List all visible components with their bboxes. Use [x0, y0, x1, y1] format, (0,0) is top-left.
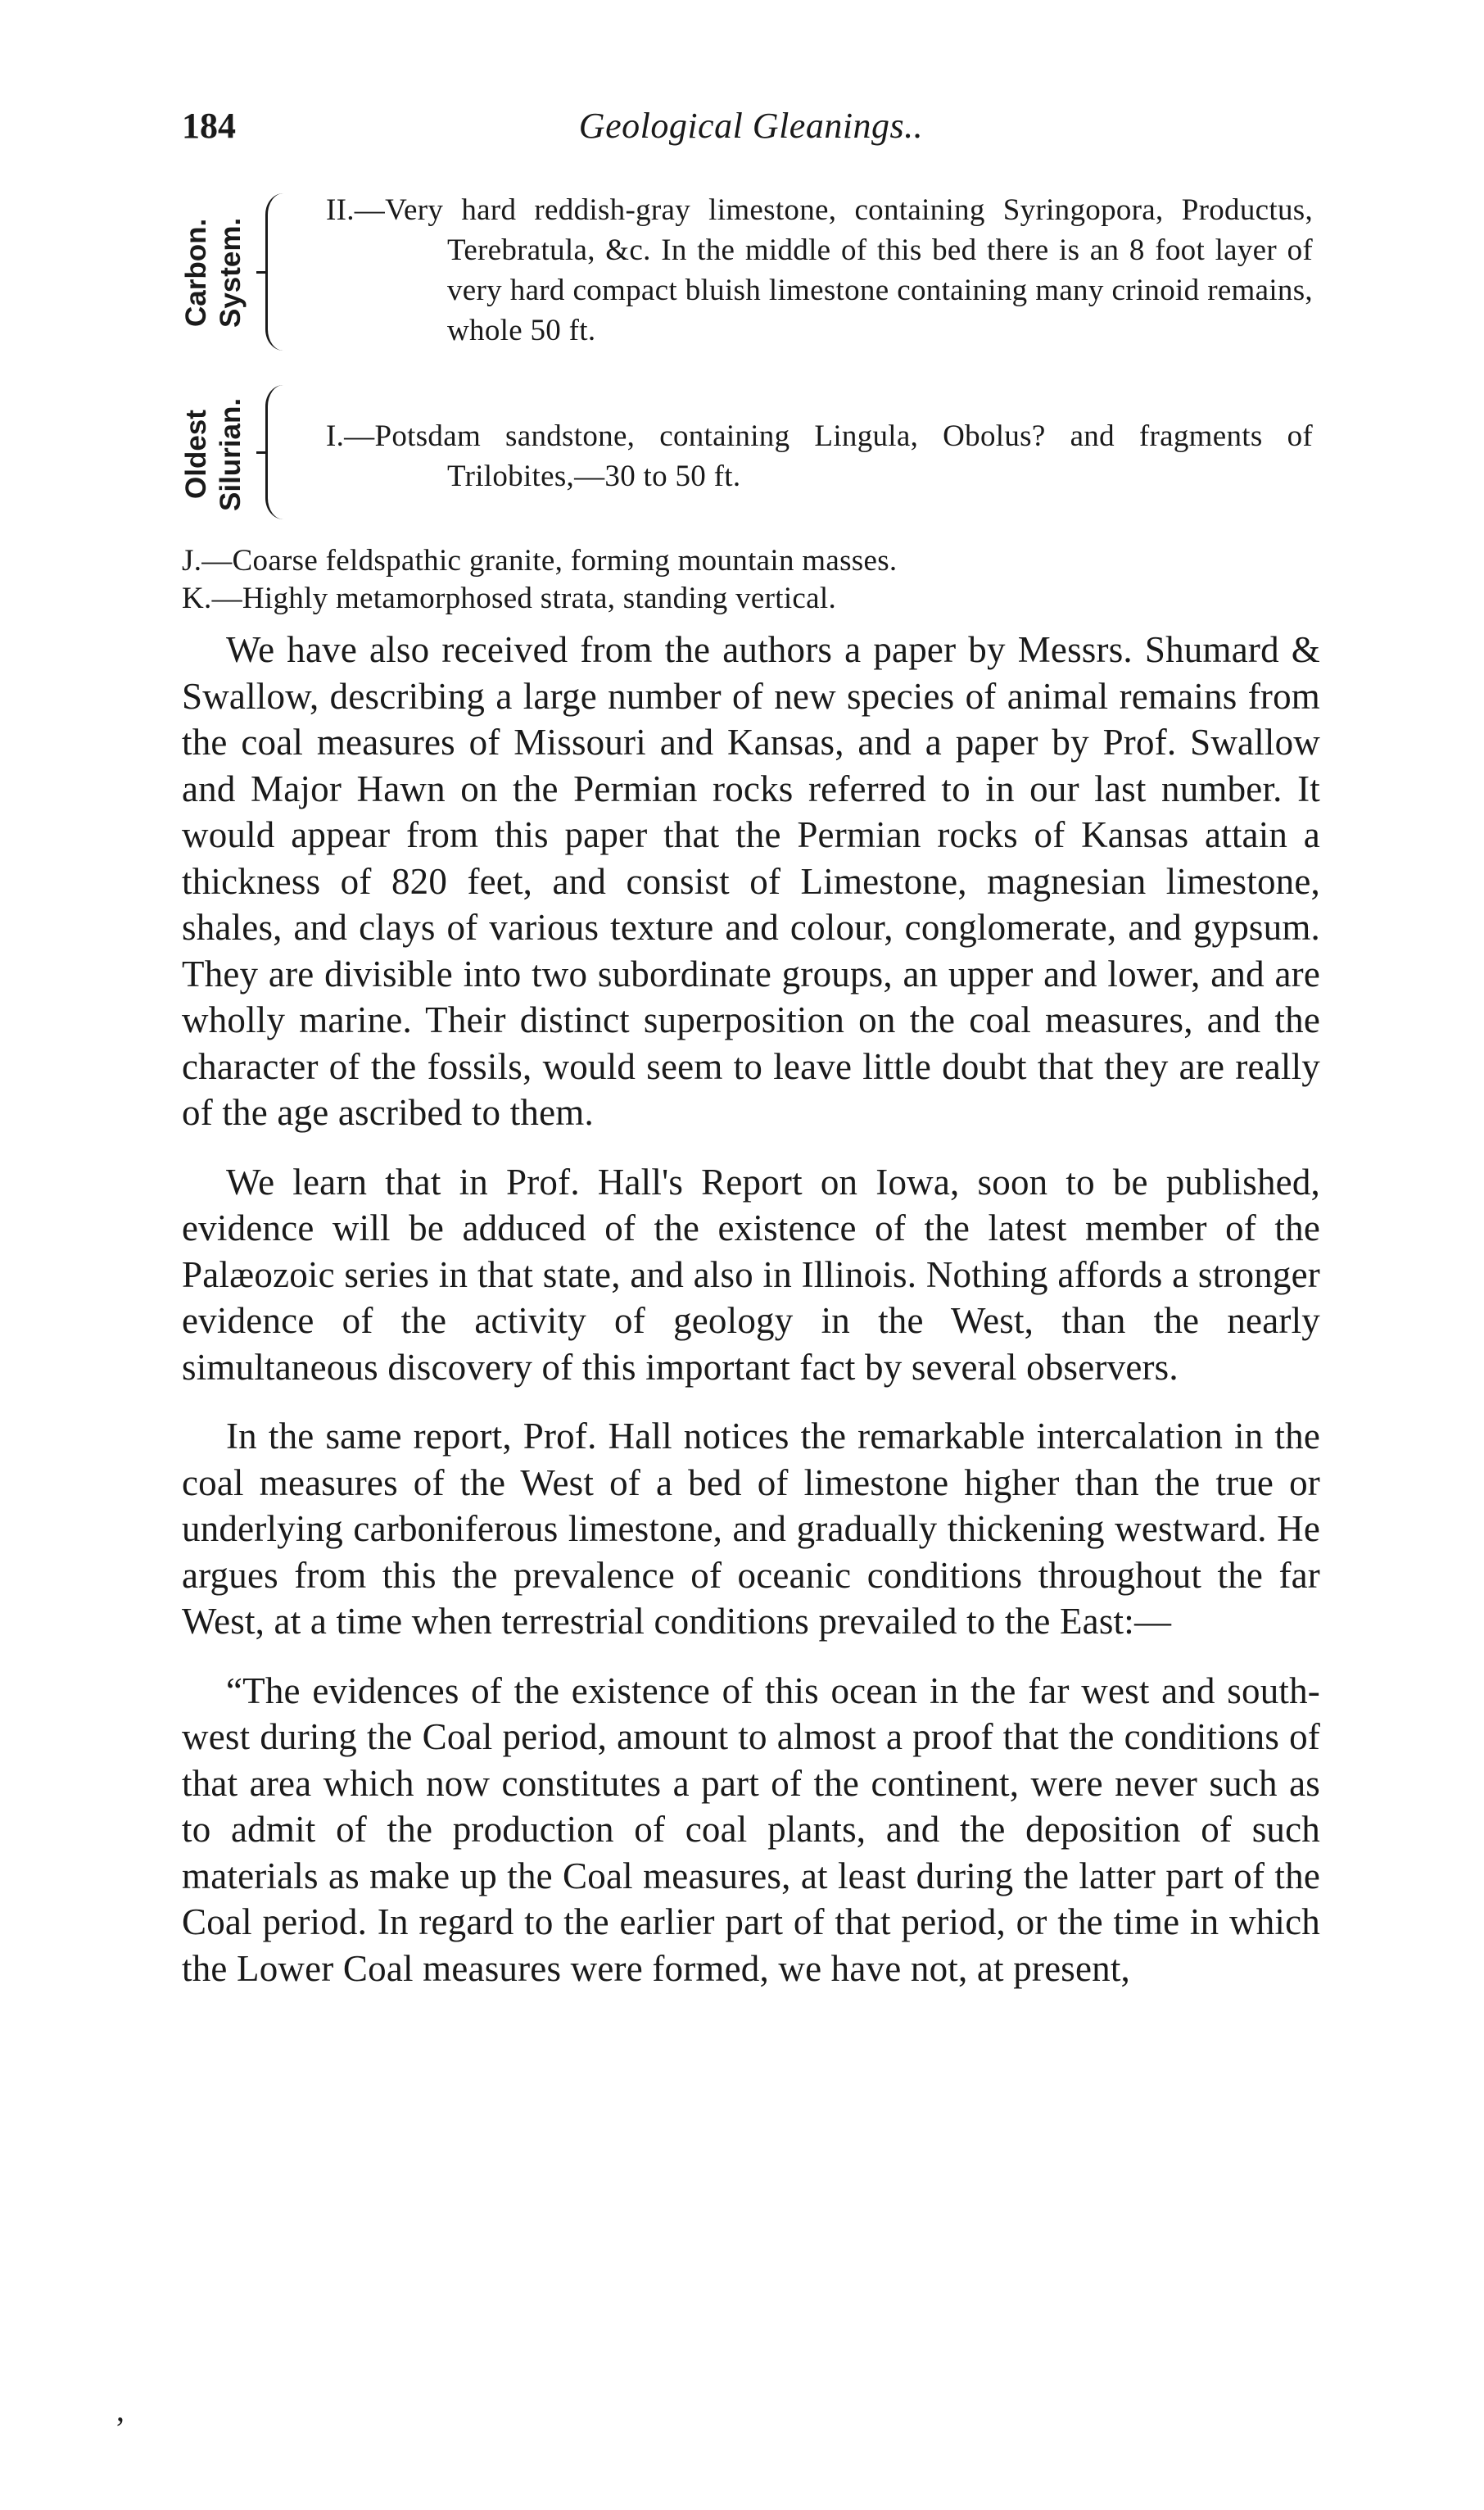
strata-label-oldest: Oldest	[180, 410, 212, 500]
strata-description: I.—Potsdam sandstone, containing Lingula, Obolus? and fragments of Trilobites,—30 to 50 ft.	[326, 419, 1313, 493]
page-number: 184	[182, 106, 236, 146]
strata-label-carbon: Carbon.	[180, 218, 212, 328]
brace-point	[256, 451, 266, 454]
running-title: Geological Gleanings..	[578, 106, 924, 146]
paragraph: We have also received from the authors a paper by Messrs. Shumard & Swallow, describing a large number of new species of animal remains from the coal measures of Missouri and Kansas, and a paper by Prof. Swallow and Major Hawn on the Permian rocks referred to in our last number. It would appear from this paper that the Permian rocks of Kansas attain a thickness of 820 feet, and consist of Limestone, magnesian limestone, shales, and clays of various texture and colour, conglomerate, and gypsum. They are divisible into two subordinate groups, an upper and lower, and are wholly marine. Their distinct superposition on the coal measures, and the character of the fossils, would seem to leave little doubt that they are really of the age ascribed to them.	[182, 629, 1320, 1133]
strata-label-system: System.	[215, 217, 247, 328]
margin-mark: ‚	[115, 2391, 126, 2428]
brace-bottom	[265, 272, 286, 351]
quoted-paragraph: “The evidences of the existence of this ocean in the far west and south-west during the Coal period, amount to almost a proof that the conditions of that area which now constitutes a part of the continent, were never such as to admit of the production of coal plants, and the deposition of such materials as make up the Coal measures, at least during the latter part of the Coal period. In regard to the earlier part of that period, or the time in which the Lower Coal measures were formed, we have not, at present,	[182, 1670, 1320, 1989]
paragraph: In the same report, Prof. Hall notices the remarkable intercalation in the coal measures of the West of a bed of limestone higher than the true or underlying carboniferous limestone, and gradually thickening westward. He argues from this the prevalence of oceanic conditions throughout the far West, at a time when terrestrial conditions prevailed to the East:—	[182, 1416, 1320, 1642]
strata-description: II.—Very hard reddish-gray limestone, containing Syringopora, Productus, Terebratula, &c. In the middle of this bed there is an 8 foot layer of very hard compact bluish limestone containing many crinoid remains, whole 50 ft.	[326, 193, 1313, 347]
brace-top	[265, 193, 286, 272]
paragraph: We learn that in Prof. Hall's Report on Iowa, soon to be published, evidence will be adduced of the existence of the latest member of the Palæozoic series in that state, and also in Illinois. Nothing affords a stronger evidence of the activity of geology in the West, than the nearly simultaneous discovery of this important fact by several observers.	[182, 1161, 1320, 1388]
body-text	[182, 627, 1320, 2014]
strata-label-silurian: Silurian.	[215, 397, 247, 512]
extra-strata-list	[182, 542, 1169, 618]
brace-point	[256, 271, 266, 274]
brace-top	[265, 385, 286, 452]
strata-line-j: J.—Coarse feldspathic granite, forming mountain masses.	[182, 544, 898, 578]
strata-entry-silurian	[182, 385, 1328, 524]
strata-line-k: K.—Highly metamorphosed strata, standing vertical.	[182, 582, 837, 615]
brace-bottom	[265, 452, 286, 519]
strata-entry-carbon	[182, 190, 1328, 354]
running-head	[182, 105, 1320, 154]
